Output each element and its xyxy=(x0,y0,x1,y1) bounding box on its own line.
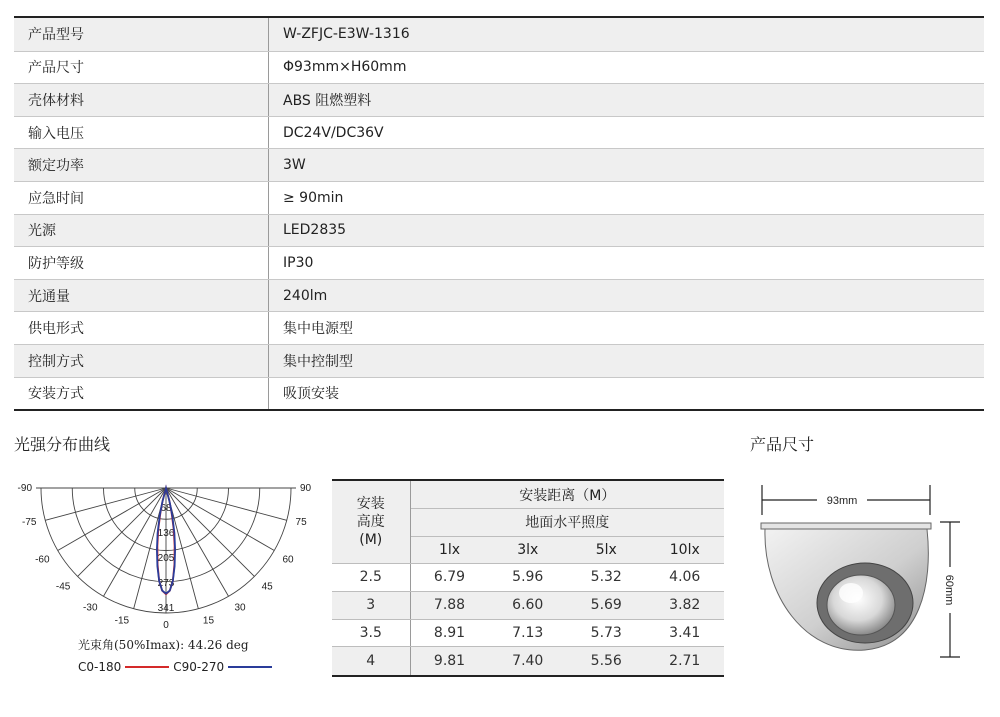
radial-tick-label: 273 xyxy=(157,578,175,590)
spec-row xyxy=(14,377,984,410)
angle-tick-label: 90 xyxy=(300,483,312,494)
spec-row xyxy=(14,51,984,84)
distance-cell: 4.06 xyxy=(646,564,725,592)
height-cell: 2.5 xyxy=(332,564,410,592)
curve-section-title: 光强分布曲线 xyxy=(14,435,111,454)
spec-value: 3W xyxy=(283,157,306,174)
distance-cell: 6.79 xyxy=(410,564,489,592)
angle-tick-label: 30 xyxy=(234,602,246,614)
grid-spoke xyxy=(166,488,274,551)
lux-column-header: 10lx xyxy=(646,536,725,564)
spec-label: 光通量 xyxy=(14,280,269,312)
grid-spoke xyxy=(166,488,287,520)
beam-angle-caption: 光束角(50%Imax): 44.26 deg xyxy=(78,638,249,652)
distance-header: 安装距离（M） xyxy=(410,481,724,509)
lux-column-header: 3lx xyxy=(489,536,568,564)
lux-column-header: 1lx xyxy=(410,536,489,564)
spec-row xyxy=(14,181,984,214)
spec-value: 集中控制型 xyxy=(283,353,353,370)
distance-cell: 7.40 xyxy=(489,647,568,675)
angle-tick-label: -60 xyxy=(35,554,50,566)
distance-cell: 8.91 xyxy=(410,619,489,647)
spec-value: IP30 xyxy=(283,254,314,271)
spec-table xyxy=(14,16,984,411)
grid-spoke xyxy=(78,488,166,576)
radial-tick-label: 205 xyxy=(157,553,175,565)
table-row xyxy=(332,647,724,675)
spec-row xyxy=(14,246,984,279)
spec-label: 控制方式 xyxy=(14,345,269,377)
chart-legend xyxy=(78,660,276,674)
angle-tick-label: -75 xyxy=(22,516,37,528)
table-row xyxy=(332,591,724,619)
distance-cell: 5.96 xyxy=(489,564,568,592)
height-header-line: 高度 xyxy=(356,514,385,530)
radial-tick-label: 341 xyxy=(157,603,175,614)
legend-swatch-c0 xyxy=(125,666,169,668)
height-dimension xyxy=(940,522,960,657)
spec-row xyxy=(14,311,984,344)
distance-cell: 2.71 xyxy=(646,647,725,675)
spec-label: 防护等级 xyxy=(14,247,269,279)
spec-label: 输入电压 xyxy=(14,117,269,149)
spec-label: 光源 xyxy=(14,215,269,247)
angle-tick-label: 75 xyxy=(295,516,307,528)
height-cell: 3 xyxy=(332,591,410,619)
height-header xyxy=(332,481,410,564)
fixture-illustration xyxy=(761,523,931,650)
height-header-line: (M) xyxy=(359,532,383,548)
grid-spoke xyxy=(58,488,166,551)
spec-value: LED2835 xyxy=(283,222,347,239)
table-row xyxy=(332,619,724,647)
distance-cell: 3.82 xyxy=(646,591,725,619)
legend-label-c0: C0-180 xyxy=(78,660,122,674)
spec-label: 产品型号 xyxy=(14,18,269,51)
angle-tick-label: -45 xyxy=(55,581,71,593)
spec-value: ≥ 90min xyxy=(283,189,344,206)
distance-cell: 7.13 xyxy=(489,619,568,647)
grid-spoke xyxy=(45,488,166,520)
radial-tick-label: 68 xyxy=(160,502,172,514)
angle-tick-label: 60 xyxy=(282,554,294,566)
spec-value: 集中电源型 xyxy=(283,321,353,338)
spec-row xyxy=(14,279,984,312)
angle-tick-label: -30 xyxy=(83,602,98,614)
spec-value: DC24V/DC36V xyxy=(283,124,384,141)
angle-tick-label: 15 xyxy=(202,615,215,627)
spec-row xyxy=(14,83,984,116)
spec-row xyxy=(14,148,984,181)
spec-label: 额定功率 xyxy=(14,149,269,181)
grid-spoke xyxy=(166,488,254,576)
distance-cell: 5.73 xyxy=(567,619,646,647)
spec-row xyxy=(14,116,984,149)
distance-cell: 5.69 xyxy=(567,591,646,619)
spec-value: ABS 阻燃塑料 xyxy=(283,92,372,109)
angle-tick-label: -15 xyxy=(114,615,130,627)
installation-table xyxy=(332,479,724,677)
spec-label: 壳体材料 xyxy=(14,84,269,116)
size-section-title: 产品尺寸 xyxy=(750,435,815,454)
dimension-drawing xyxy=(755,485,975,665)
spec-row xyxy=(14,214,984,247)
legend-swatch-c90 xyxy=(228,666,272,668)
height-cell: 3.5 xyxy=(332,619,410,647)
angle-tick-label: 45 xyxy=(261,581,273,593)
width-label: 93mm xyxy=(826,495,858,507)
distance-cell: 9.81 xyxy=(410,647,489,675)
table-row xyxy=(332,564,724,592)
lux-column-header: 5lx xyxy=(567,536,646,564)
height-label: 60mm xyxy=(943,574,955,606)
spec-value: 240lm xyxy=(283,287,328,304)
spec-row xyxy=(14,18,984,51)
distance-cell: 7.88 xyxy=(410,591,489,619)
light-distribution-chart xyxy=(17,465,312,635)
spec-label: 供电形式 xyxy=(14,312,269,344)
spec-row xyxy=(14,344,984,377)
height-cell: 4 xyxy=(332,647,410,675)
illuminance-header: 地面水平照度 xyxy=(410,509,724,537)
angle-tick-label: -90 xyxy=(17,483,32,494)
spec-label: 产品尺寸 xyxy=(14,52,269,84)
spec-value: Φ93mm×H60mm xyxy=(283,59,407,76)
angle-tick-label: 0 xyxy=(163,620,169,631)
width-dimension xyxy=(762,485,930,515)
height-header-line: 安装 xyxy=(356,496,385,512)
legend-label-c90: C90-270 xyxy=(173,660,225,674)
radial-tick-label: 136 xyxy=(157,527,175,539)
distance-cell: 3.41 xyxy=(646,619,725,647)
distance-cell: 5.32 xyxy=(567,564,646,592)
spec-value: W-ZFJC-E3W-1316 xyxy=(283,26,410,43)
spec-value: 吸顶安装 xyxy=(283,386,339,403)
distance-cell: 5.56 xyxy=(567,647,646,675)
spec-label: 安装方式 xyxy=(14,378,269,410)
distance-cell: 6.60 xyxy=(489,591,568,619)
spec-label: 应急时间 xyxy=(14,182,269,214)
